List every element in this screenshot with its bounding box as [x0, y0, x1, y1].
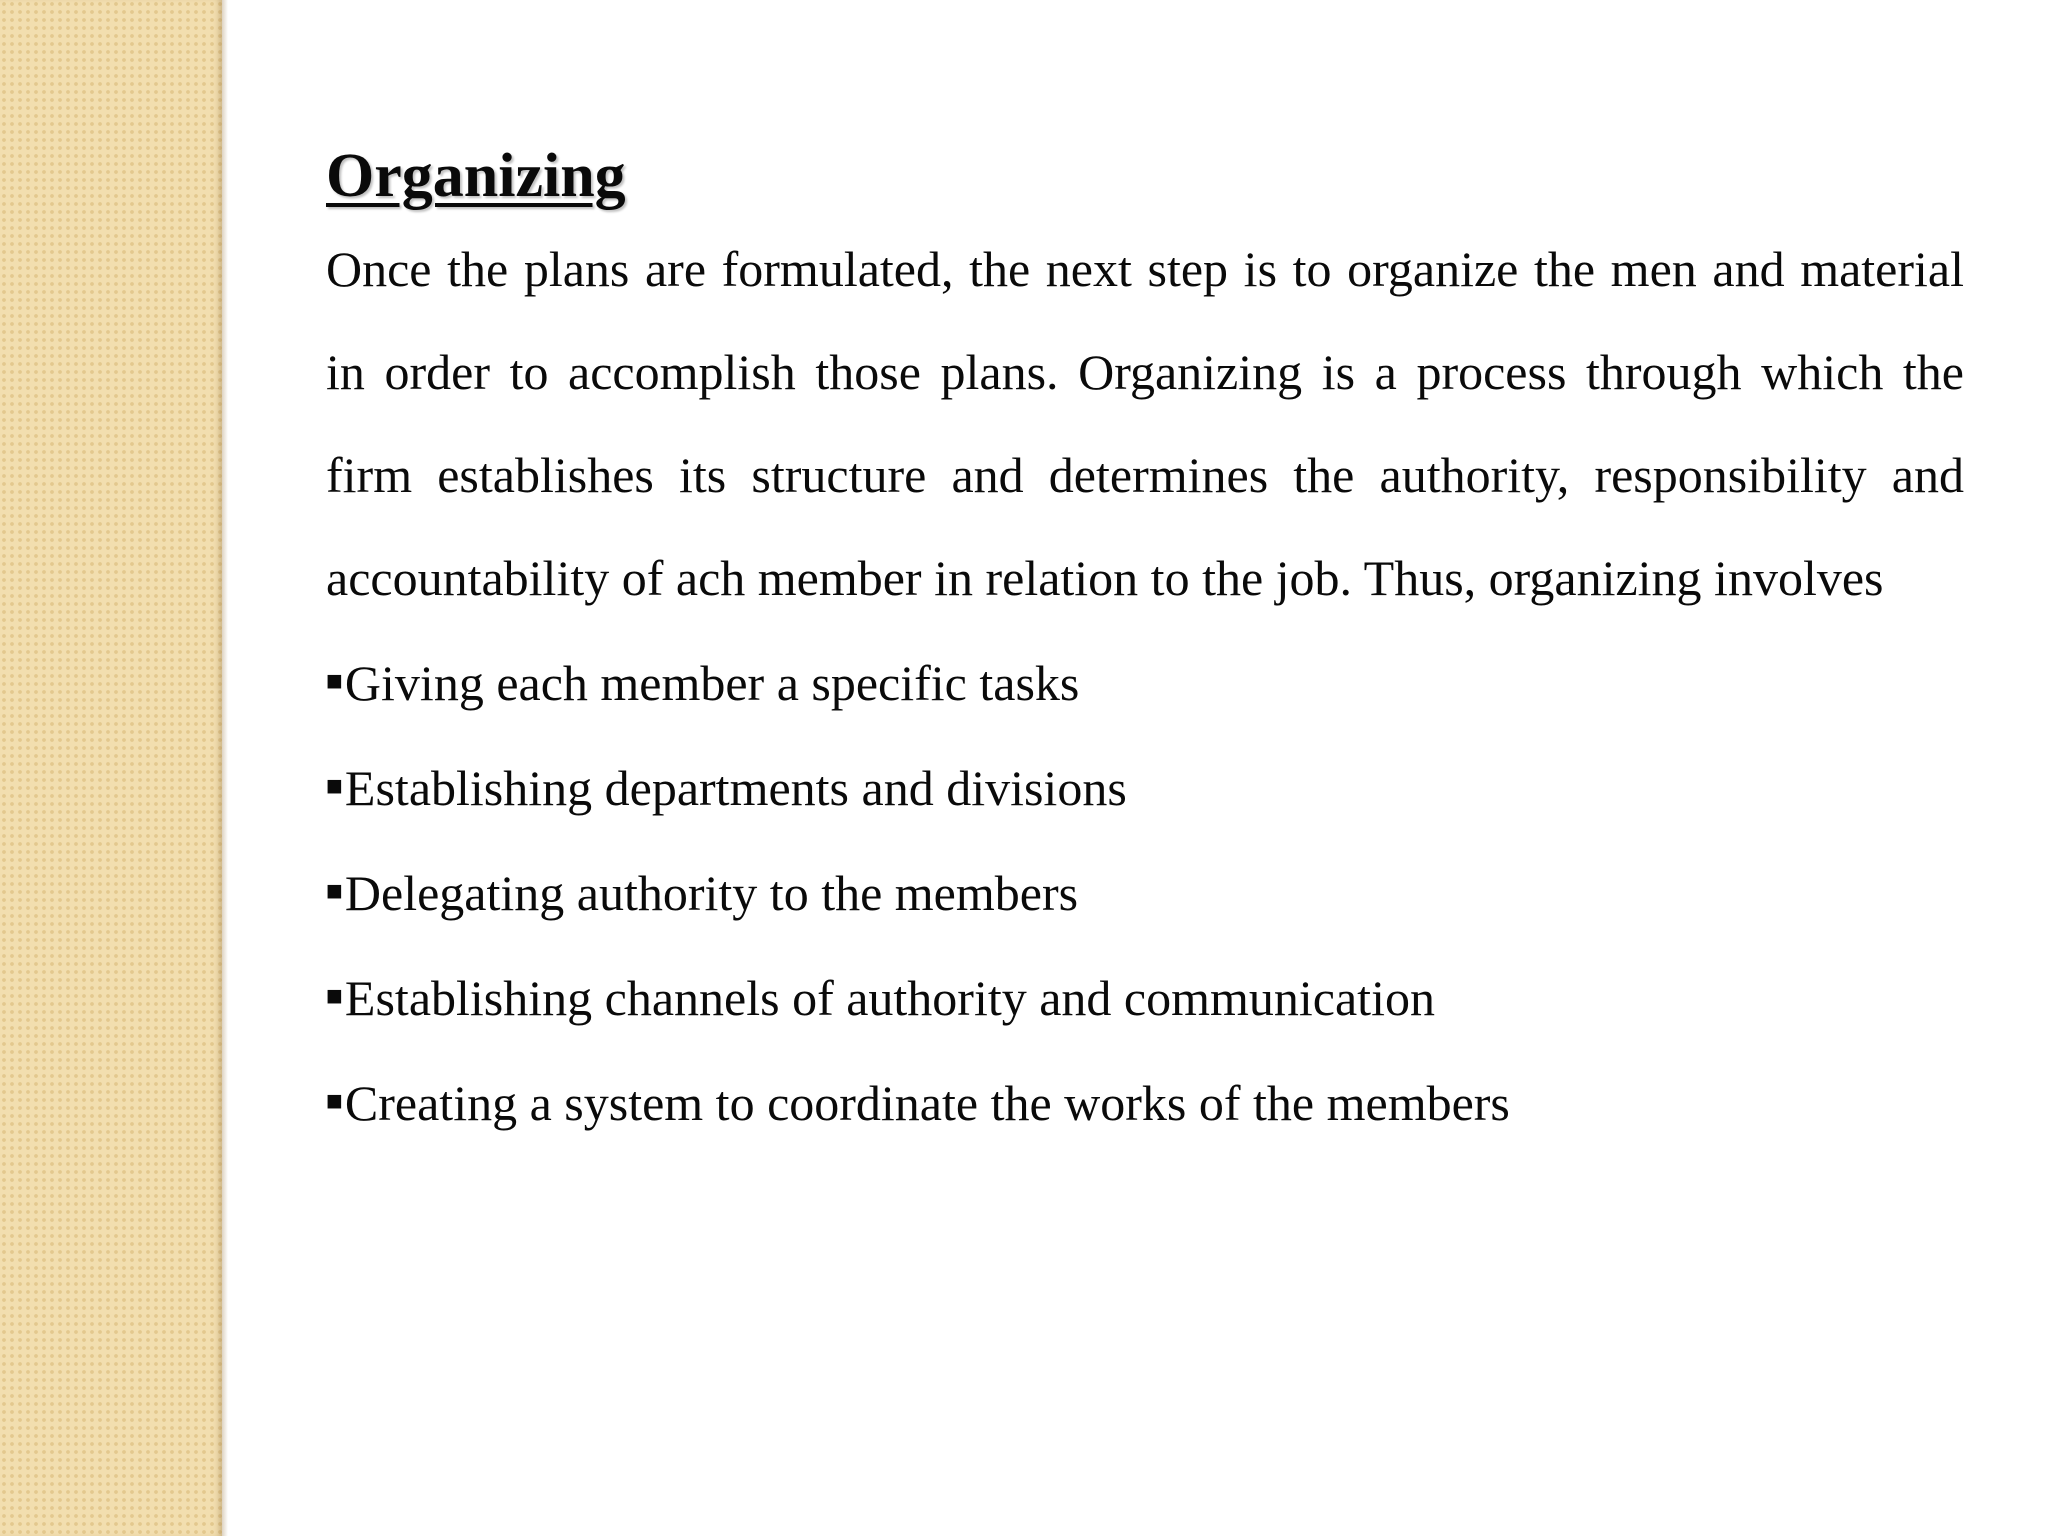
- slide-content: [326, 140, 1964, 1155]
- bullet-text: Creating a system to coordinate the works of the members: [344, 1075, 1510, 1131]
- bullet-item: [326, 630, 1964, 735]
- bullet-item: [326, 735, 1964, 840]
- side-band-edge: [222, 0, 228, 1536]
- bullet-text: Establishing departments and divisions: [344, 760, 1127, 816]
- square-bullet-icon: ■: [326, 666, 343, 697]
- bullet-item: [326, 945, 1964, 1050]
- square-bullet-icon: ■: [326, 876, 343, 907]
- square-bullet-icon: ■: [326, 771, 343, 802]
- slide-paragraph: Once the plans are formulated, the next step is to organize the men and material in order to accomplish those plans. Organizing is a process through which the firm establishes its structure and determines the authority, responsibility and accountability of ach member in relation to the job. Thus, organizing involves: [326, 241, 1964, 606]
- slide-title: Organizing: [326, 142, 626, 210]
- bullet-list: [326, 630, 1964, 1155]
- square-bullet-icon: ■: [326, 1086, 343, 1117]
- bullet-text: Giving each member a specific tasks: [344, 655, 1080, 711]
- bullet-text: Establishing channels of authority and communication: [344, 970, 1435, 1026]
- bullet-text: Delegating authority to the members: [344, 865, 1079, 921]
- decorative-side-band: [0, 0, 222, 1536]
- bullet-item: [326, 840, 1964, 945]
- square-bullet-icon: ■: [326, 981, 343, 1012]
- bullet-item: [326, 1050, 1964, 1155]
